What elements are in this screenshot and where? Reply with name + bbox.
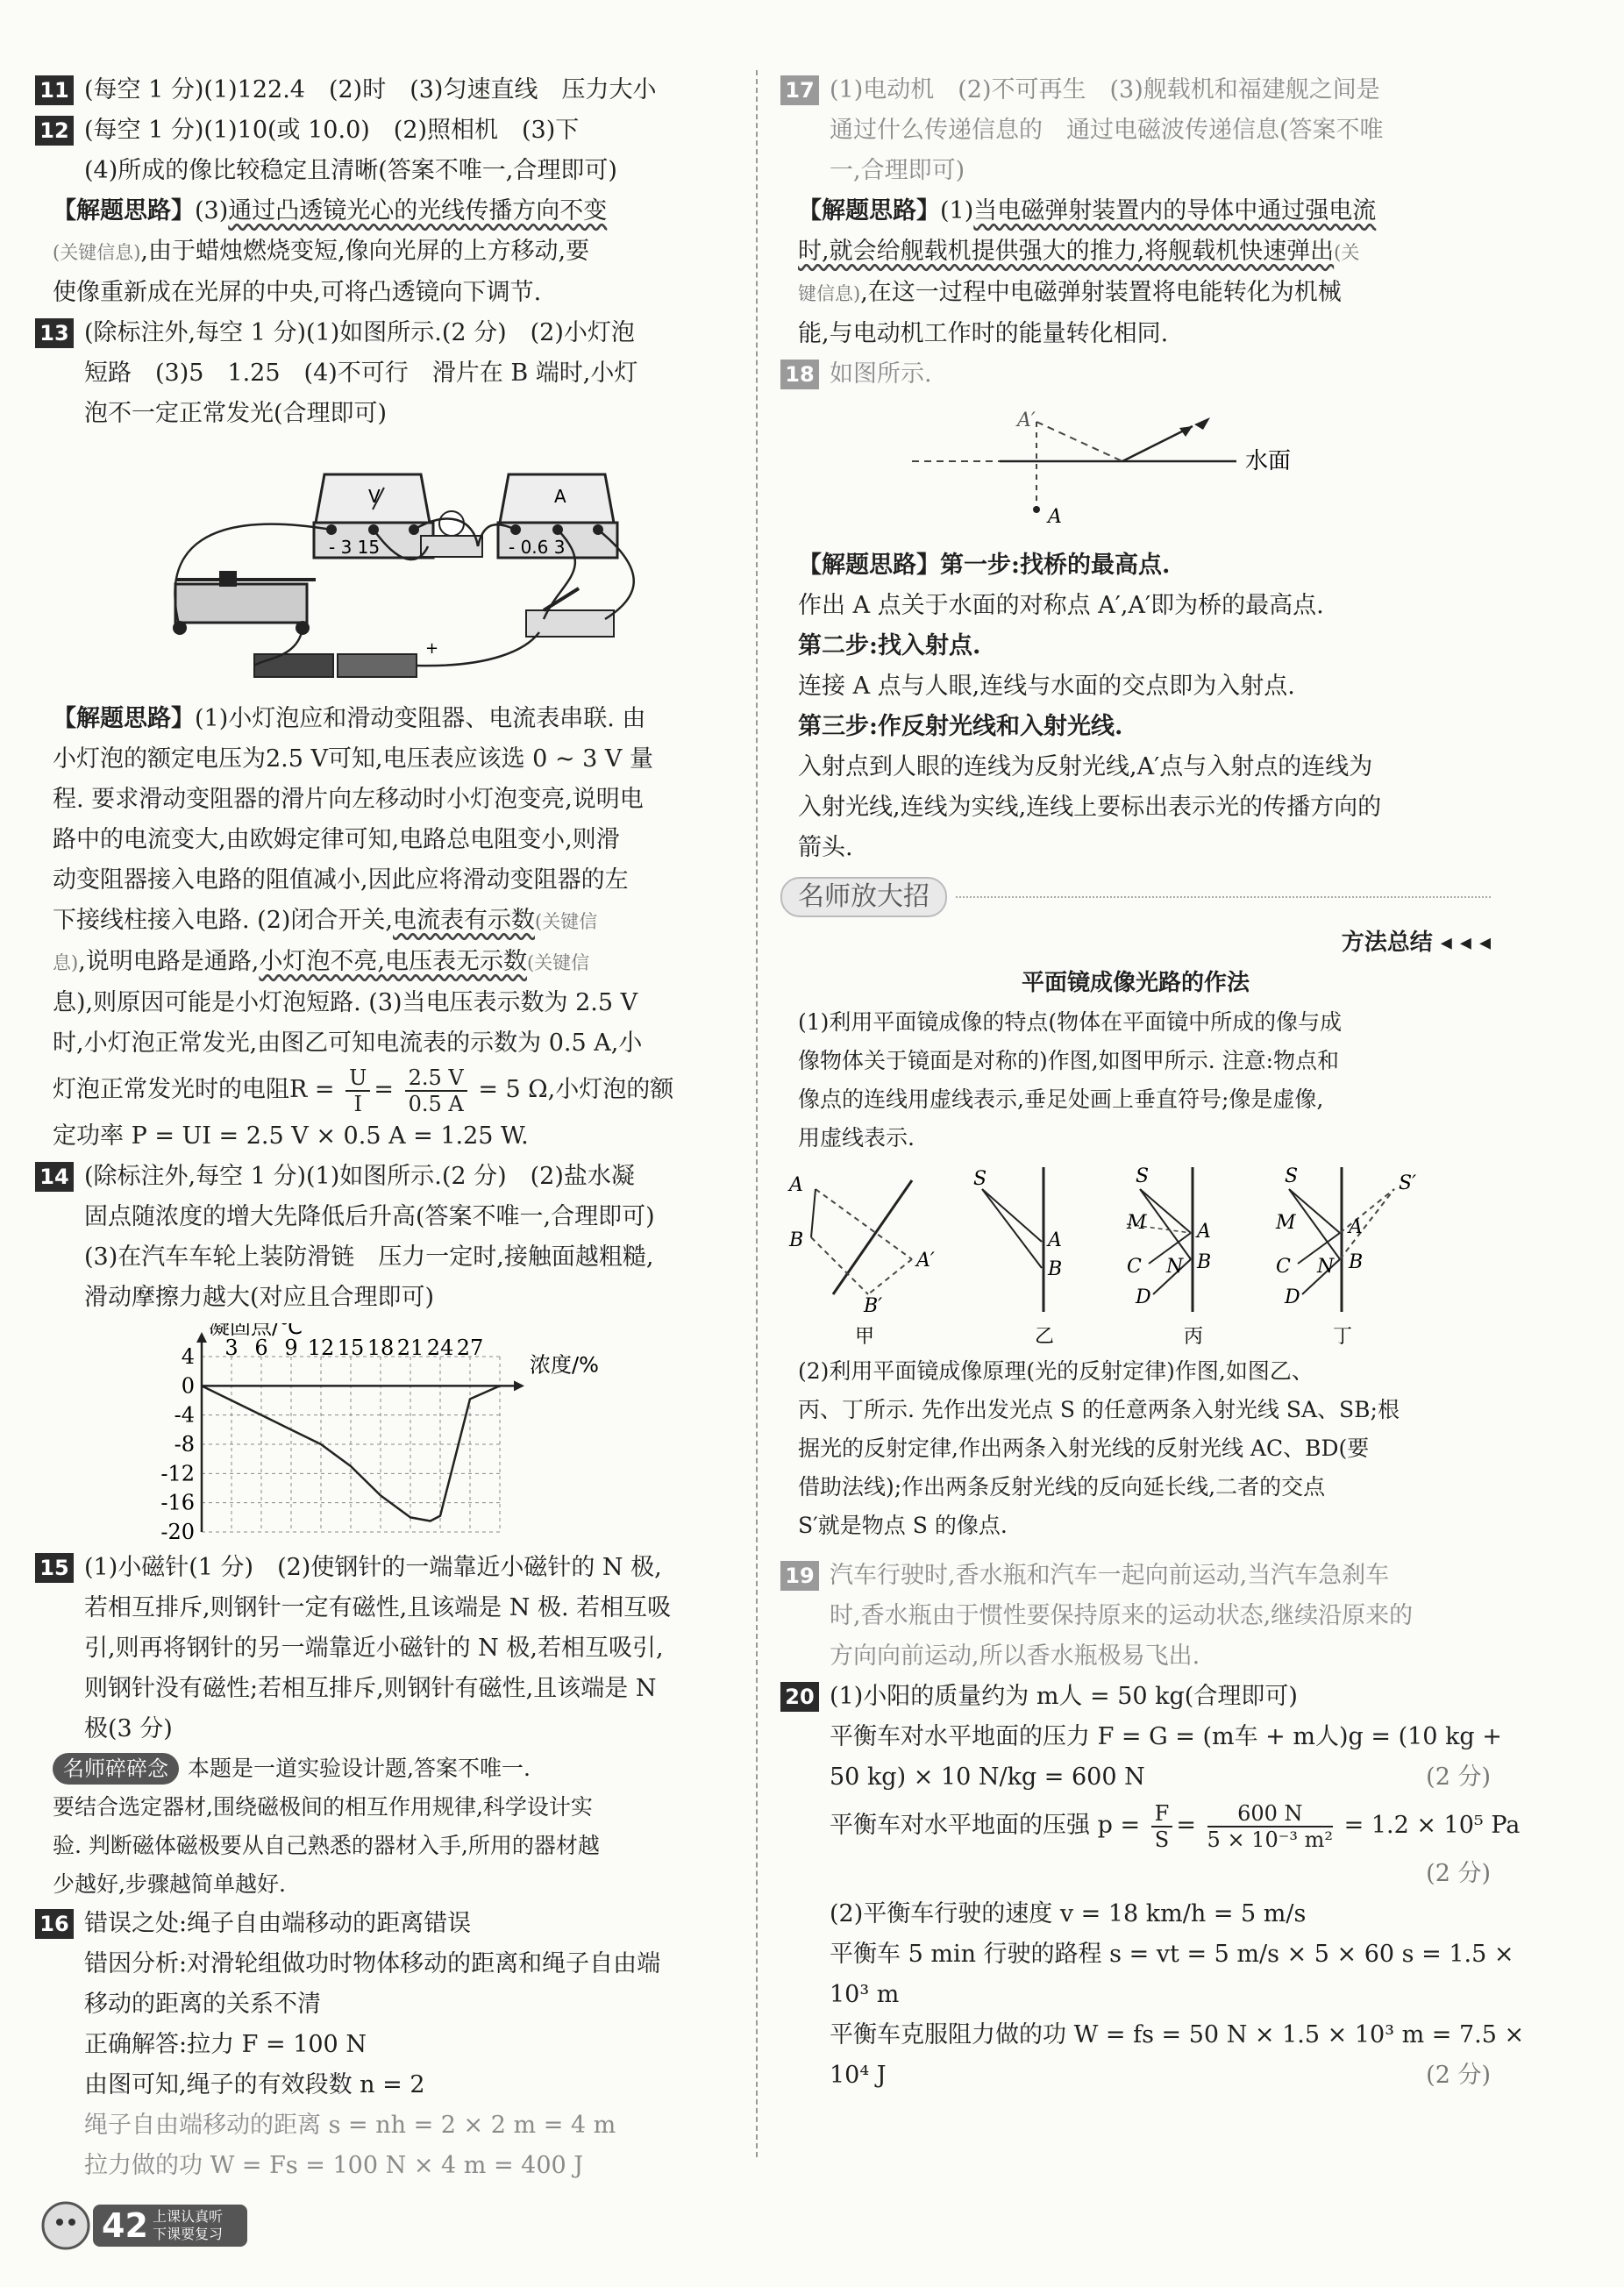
- svg-text:乙: 乙: [1035, 1326, 1055, 1347]
- q13-thinking-3: 程. 要求滑动变阻器的滑片向左移动时小灯泡变亮,说明电: [53, 786, 644, 813]
- svg-text:A: A: [1197, 1221, 1211, 1243]
- teacher-note-2: 要结合选定器材,围绕磁极间的相互作用规律,科学设计实: [53, 1794, 593, 1820]
- answer-text: 通过什么传递信息的 通过电磁波传递信息(答案不唯: [830, 117, 1384, 144]
- q13-thinking-2: 小灯泡的额定电压为2.5 V可知,电压表应该选 0 ~ 3 V 量: [53, 745, 653, 773]
- q13: [35, 313, 745, 434]
- mirror-fig-bing: [1126, 1165, 1211, 1347]
- svg-text:A: A: [1048, 1229, 1062, 1251]
- answer-text: 若相互排斥,则钢针一定有磁性,且该端是 N 极. 若相互吸: [84, 1594, 672, 1621]
- question-number: 19: [780, 1561, 819, 1591]
- answer-text: 10³ m: [830, 1981, 900, 2008]
- rheostat-icon: [173, 571, 316, 635]
- q17-thinking-4: 能,与电动机工作时的能量转化相同.: [798, 320, 1169, 347]
- answer-text: 正确解答:拉力 F = 100 N: [84, 2031, 367, 2058]
- svg-text:甲: 甲: [855, 1326, 875, 1347]
- y-tick-label: -8: [174, 1432, 195, 1457]
- q18-step3-detail-3: 箭头.: [798, 834, 853, 861]
- x-axis-arrow: [514, 1380, 524, 1391]
- q17: [780, 70, 1491, 191]
- x-tick-label: 27: [456, 1336, 484, 1360]
- answer-text: (每空 1 分)(1)10(或 10.0) (2)照相机 (3)下: [84, 117, 580, 144]
- y-axis-arrow: [196, 1332, 207, 1343]
- q20: [780, 1677, 1525, 2096]
- answer-text: 固点随浓度的增大先降低后升高(答案不唯一,合理即可): [84, 1203, 655, 1230]
- answer-text: 方向向前运动,所以香水瓶极易飞出.: [830, 1642, 1200, 1670]
- method-text-4: 用虚线表示.: [798, 1125, 915, 1151]
- answer-text: 短路 (3)5 1.25 (4)不可行 滑片在 B 端时,小灯: [84, 360, 638, 387]
- answer-text: 时,香水瓶由于惯性要保持原来的运动状态,继续沿原来的: [830, 1602, 1414, 1629]
- q13-thinking-5: 动变阻器接入电路的阻值减小,因此应将滑动变阻器的左: [53, 866, 629, 894]
- score-note: (2 分): [1426, 1860, 1491, 1887]
- q17-thinking-3: 键信息),在这一过程中电磁弹射装置将电能转化为机械: [798, 279, 1342, 306]
- answer-text: 由图可知,绳子的有效段数 n = 2: [84, 2071, 425, 2098]
- svg-text:D: D: [1285, 1286, 1300, 1308]
- mirror-fig-jia: [787, 1174, 935, 1347]
- column-divider: [756, 70, 758, 2157]
- chart-svg: [35, 1323, 745, 1542]
- answer-text: 拉力做的功 W = Fs = 100 N × 4 m = 400 J: [84, 2152, 584, 2179]
- reflection-figure: [780, 400, 1491, 540]
- method-banner: [780, 877, 1491, 917]
- q12: [35, 110, 745, 191]
- svg-text:B: B: [789, 1229, 804, 1251]
- y-axis-label: 凝固点/℃: [209, 1323, 303, 1339]
- q18: [780, 354, 1491, 395]
- mirror-figures: [780, 1163, 1491, 1347]
- svg-text:丙: 丙: [1184, 1326, 1204, 1347]
- q13-thinking-4: 路中的电流变大,由欧姆定律可知,电路总电阻变小,则滑: [53, 826, 620, 853]
- q19: [780, 1556, 1491, 1677]
- svg-text:S: S: [1136, 1165, 1150, 1187]
- answer-text: (4)所成的像比较稳定且清晰(答案不唯一,合理即可): [84, 157, 617, 184]
- answer-text: 平衡车 5 min 行驶的路程 s = vt = 5 m/s × 5 × 60 s = 1.5 ×: [830, 1941, 1514, 1968]
- y-tick-label: 4: [181, 1344, 195, 1369]
- answer-text: (除标注外,每空 1 分)(1)如图所示.(2 分) (2)盐水凝: [84, 1163, 635, 1190]
- y-tick-label: -4: [174, 1402, 195, 1428]
- answer-text: 则钢针没有磁性;若相互排斥,则钢针有磁性,且该端是 N: [84, 1675, 657, 1702]
- svg-text:- 0.6 3: - 0.6 3: [509, 537, 566, 558]
- freezing-point-chart: [35, 1323, 745, 1542]
- mirror-fig-ding: [1275, 1165, 1416, 1347]
- answer-text: (2)平衡车行驶的速度 v = 18 km/h = 5 m/s: [830, 1900, 1307, 1927]
- y-tick-label: 0: [181, 1373, 195, 1399]
- method-text-7: 据光的反射定律,作出两条入射光线的反射光线 AC、BD(要: [798, 1436, 1370, 1461]
- svg-text:A: A: [789, 1174, 803, 1196]
- svg-text:M: M: [1276, 1212, 1296, 1234]
- voltmeter-icon: [314, 474, 433, 558]
- question-number: 15: [35, 1553, 74, 1583]
- footer-brand: 上课认真听 下课要复习: [153, 2208, 224, 2242]
- q18-step3: 第三步:作反射光线和入射光线.: [798, 713, 1123, 740]
- question-number: 16: [35, 1909, 74, 1939]
- answer-text: 10⁴ J (2 分): [830, 2055, 1491, 2096]
- answer-text: 平衡车对水平地面的压力 F = G = (m车 + m人)g = (10 kg +: [830, 1723, 1502, 1750]
- question-number: 18: [780, 360, 819, 389]
- svg-text:B: B: [1349, 1251, 1364, 1273]
- answer-text: (3)在汽车车轮上装防滑链 压力一定时,接触面越粗糙,: [84, 1243, 654, 1271]
- x-tick-label: 3: [224, 1336, 239, 1360]
- answer-text: (1)电动机 (2)不可再生 (3)舰载机和福建舰之间是: [830, 76, 1380, 103]
- svg-text:A′: A′: [1017, 410, 1036, 431]
- q15: [35, 1548, 745, 1749]
- circuit-diagram: [35, 439, 745, 694]
- question-number: 12: [35, 116, 74, 146]
- q12-thinking-2: (关键信息),由于蜡烛燃烧变短,像向光屏的上方移动,要: [53, 238, 590, 265]
- answer-text: (每空 1 分)(1)122.4 (2)时 (3)匀速直线 压力大小: [84, 76, 657, 103]
- x-tick-label: 24: [426, 1336, 454, 1360]
- score-note: (2 分): [1426, 2062, 1491, 2089]
- svg-text:A: A: [1349, 1216, 1363, 1238]
- svg-text:D: D: [1136, 1286, 1151, 1308]
- answer-text: 极(3 分): [84, 1715, 173, 1742]
- answer-text: (除标注外,每空 1 分)(1)如图所示.(2 分) (2)小灯泡: [84, 319, 635, 346]
- svg-text:+: +: [425, 639, 439, 658]
- reflection-diagram: [780, 400, 1491, 540]
- x-tick-label: 9: [284, 1336, 298, 1360]
- left-column: [35, 70, 745, 2186]
- question-number: 13: [35, 318, 74, 348]
- svg-text:B′: B′: [864, 1295, 883, 1317]
- ammeter-icon: [498, 474, 617, 558]
- mirror-fig-yi: [973, 1167, 1062, 1347]
- y-tick-label: -20: [160, 1520, 195, 1542]
- svg-text:A: A: [554, 486, 566, 507]
- svg-text:B: B: [1048, 1258, 1063, 1280]
- answer-text: 泡不一定正常发光(合理即可): [84, 400, 388, 427]
- method-text-2: 像物体关于镜面是对称的)作图,如图甲所示. 注意:物点和: [798, 1048, 1340, 1073]
- x-tick-label: 12: [307, 1336, 335, 1360]
- teacher-note: 名师碎碎念 本题是一道实验设计题,答案不唯一.: [35, 1749, 745, 1788]
- teacher-note-4: 少越好,步骤越简单越好.: [53, 1871, 286, 1897]
- answer-text: 错误之处:绳子自由端移动的距离错误: [84, 1910, 472, 1937]
- answer-text: 一,合理即可): [830, 157, 965, 184]
- question-number: 11: [35, 75, 74, 105]
- switch-icon: [526, 588, 614, 637]
- q13-thinking-8: 息),则原因可能是小灯泡短路. (3)当电压表示数为 2.5 V: [53, 989, 638, 1016]
- svg-text:V: V: [368, 486, 381, 507]
- x-tick-label: 15: [337, 1336, 365, 1360]
- method-text-8: 借助法线);作出两条反射光线的反向延长线,二者的交点: [798, 1474, 1326, 1500]
- method-text-5: (2)利用平面镜成像原理(光的反射定律)作图,如图乙、: [798, 1358, 1314, 1384]
- teacher-note-badge: 名师碎碎念: [53, 1753, 179, 1785]
- fraction-f-s: $\frac{F}{S}$: [1151, 1801, 1173, 1852]
- svg-text:A′: A′: [916, 1250, 935, 1272]
- q11: [35, 70, 745, 110]
- q18-step1: 【解题思路】第一步:找桥的最高点.: [798, 552, 1171, 579]
- q13-thinking-9: 时,小灯泡正常发光,由图乙可知电流表的示数为 0.5 A,小: [53, 1030, 643, 1057]
- q12-thinking-3: 使像重新成在光屏的中央,可将凸透镜向下调节.: [53, 279, 542, 306]
- q13-thinking-7: 息),说明电路是通路,小灯泡不亮,电压表无示数(关键信: [53, 948, 590, 975]
- q13-thinking-11: 定功率 P = UI = 2.5 V × 0.5 A = 1.25 W.: [53, 1122, 529, 1150]
- eye-icon: [1194, 417, 1210, 430]
- svg-text:S′: S′: [1399, 1172, 1417, 1194]
- fraction-u-i: $\frac{U}{I}$: [345, 1065, 370, 1116]
- svg-text:A: A: [1048, 506, 1062, 528]
- page-number-badge: [35, 2192, 254, 2254]
- q18-step2-detail: 连接 A 点与人眼,连线与水面的交点即为入射点.: [798, 673, 1295, 700]
- q14: [35, 1157, 745, 1318]
- question-number: 17: [780, 75, 819, 105]
- svg-text:水面: 水面: [1245, 448, 1292, 474]
- method-summary-heading: 方法总结 ◂ ◂ ◂: [1341, 930, 1491, 956]
- q13-thinking-10: 灯泡正常发光时的电阻R = $\frac{U}{I}$ = $\frac{2.5 V}{0.5 A}$ = 5 Ω,小灯泡的额: [53, 1065, 674, 1116]
- answer-text: 移动的距离的关系不清: [84, 1991, 321, 2018]
- svg-text:N: N: [1166, 1256, 1184, 1278]
- svg-text:S: S: [1285, 1165, 1299, 1187]
- right-column: [780, 70, 1525, 2096]
- method-text-6: 丙、丁所示. 先作出发光点 S 的任意两条入射光线 SA、SB;根: [798, 1397, 1400, 1422]
- method-text-3: 像点的连线用虚线表示,垂足处画上垂直符号;像是虚像,: [798, 1087, 1324, 1112]
- mirror-diagrams: [780, 1163, 1491, 1347]
- answer-text: 滑动摩擦力越大(对应且合理即可): [84, 1284, 435, 1311]
- circuit-figure: [35, 439, 745, 694]
- svg-text:B: B: [1197, 1251, 1212, 1273]
- pressure-line: 平衡车对水平地面的压强 p = $\frac{F}{S}$ = $\frac{600 N}{\text{5 × 10⁻³ m²}}$ = 1.2 × 10⁵ Pa: [830, 1800, 1521, 1852]
- banner-rule: [956, 896, 1491, 898]
- question-number: 20: [780, 1682, 819, 1712]
- answer-text: (1)小阳的质量约为 m人 = 50 kg(合理即可): [830, 1683, 1298, 1710]
- q18-step3-detail-1: 入射点到人眼的连线为反射光线,A′点与入射点的连线为: [798, 753, 1373, 780]
- method-banner-label: 名师放大招: [780, 877, 947, 917]
- svg-text:C: C: [1127, 1256, 1142, 1278]
- battery-icon: [254, 639, 438, 677]
- answer-text: 引,则再将钢针的另一端靠近小磁针的 N 极,若相互吸引,: [84, 1635, 664, 1662]
- x-axis-label: 浓度/%: [530, 1352, 599, 1378]
- answer-text: 平衡车克服阻力做的功 W = fs = 50 N × 1.5 × 10³ m = 7.5 ×: [830, 2021, 1525, 2048]
- q13-thinking-1: 【解题思路】(1)小灯泡应和滑动变阻器、电流表串联. 由: [53, 705, 646, 732]
- page-number: 42: [102, 2206, 148, 2245]
- svg-text:- 3 15: - 3 15: [329, 537, 381, 558]
- method-text-1: (1)利用平面镜成像的特点(物体在平面镜中所成的像与成: [798, 1009, 1343, 1035]
- q17-thinking-1: 【解题思路】(1)当电磁弹射装置内的导体中通过强电流: [798, 197, 1377, 224]
- fraction-pressure: $\frac{600 N}{\text{5 × 10⁻³ m²}}$: [1207, 1800, 1334, 1852]
- x-tick-label: 18: [367, 1336, 395, 1360]
- q18-step1-detail: 作出 A 点关于水面的对称点 A′,A′即为桥的最高点.: [798, 592, 1324, 619]
- svg-text:丁: 丁: [1333, 1326, 1353, 1347]
- question-number: 14: [35, 1162, 74, 1192]
- q12-thinking: 【解题思路】(3)通过凸透镜光心的光线传播方向不变: [53, 197, 608, 224]
- y-tick-label: -16: [160, 1490, 195, 1515]
- q17-thinking-2: 时,就会给舰载机提供强大的推力,将舰载机快速弹出(关: [798, 238, 1360, 265]
- answer-text: 50 kg) × 10 N/kg = 600 N (2 分): [830, 1757, 1491, 1798]
- svg-text:M: M: [1127, 1212, 1147, 1234]
- q18-step3-detail-2: 入射光线,连线为实线,连线上要标出表示光的传播方向的: [798, 794, 1382, 821]
- svg-text:C: C: [1276, 1256, 1291, 1278]
- q18-step2: 第二步:找入射点.: [798, 632, 981, 659]
- answer-text: 绳子自由端移动的距离 s = nh = 2 × 2 m = 4 m: [84, 2112, 616, 2139]
- svg-text:N: N: [1317, 1256, 1335, 1278]
- answer-text: 错因分析:对滑轮组做功时物体移动的距离和绳子自由端: [84, 1950, 661, 1977]
- teacher-note-3: 验. 判断磁体磁极要从自己熟悉的器材入手,所用的器材越: [53, 1833, 600, 1858]
- x-tick-label: 6: [254, 1336, 268, 1360]
- answer-text: 如图所示.: [830, 360, 932, 388]
- svg-text:S: S: [973, 1168, 987, 1190]
- method-title: 平面镜成像光路的作法: [1021, 970, 1250, 996]
- fraction-values: $\frac{2.5 V}{0.5 A}$: [405, 1065, 467, 1116]
- score-note: (2 分): [1426, 1763, 1491, 1791]
- x-tick-label: 21: [396, 1336, 424, 1360]
- q13-thinking-6: 下接线柱接入电路. (2)闭合开关,电流表有示数(关键信: [53, 907, 598, 934]
- method-text-9: S′就是物点 S 的像点.: [798, 1513, 1008, 1538]
- y-tick-label: -12: [160, 1461, 195, 1486]
- q16: [35, 1904, 745, 2186]
- answer-text: (1)小磁针(1 分) (2)使钢针的一端靠近小磁针的 N 极,: [84, 1554, 662, 1581]
- answer-text: 汽车行驶时,香水瓶和汽车一起向前运动,当汽车急刹车: [830, 1562, 1390, 1589]
